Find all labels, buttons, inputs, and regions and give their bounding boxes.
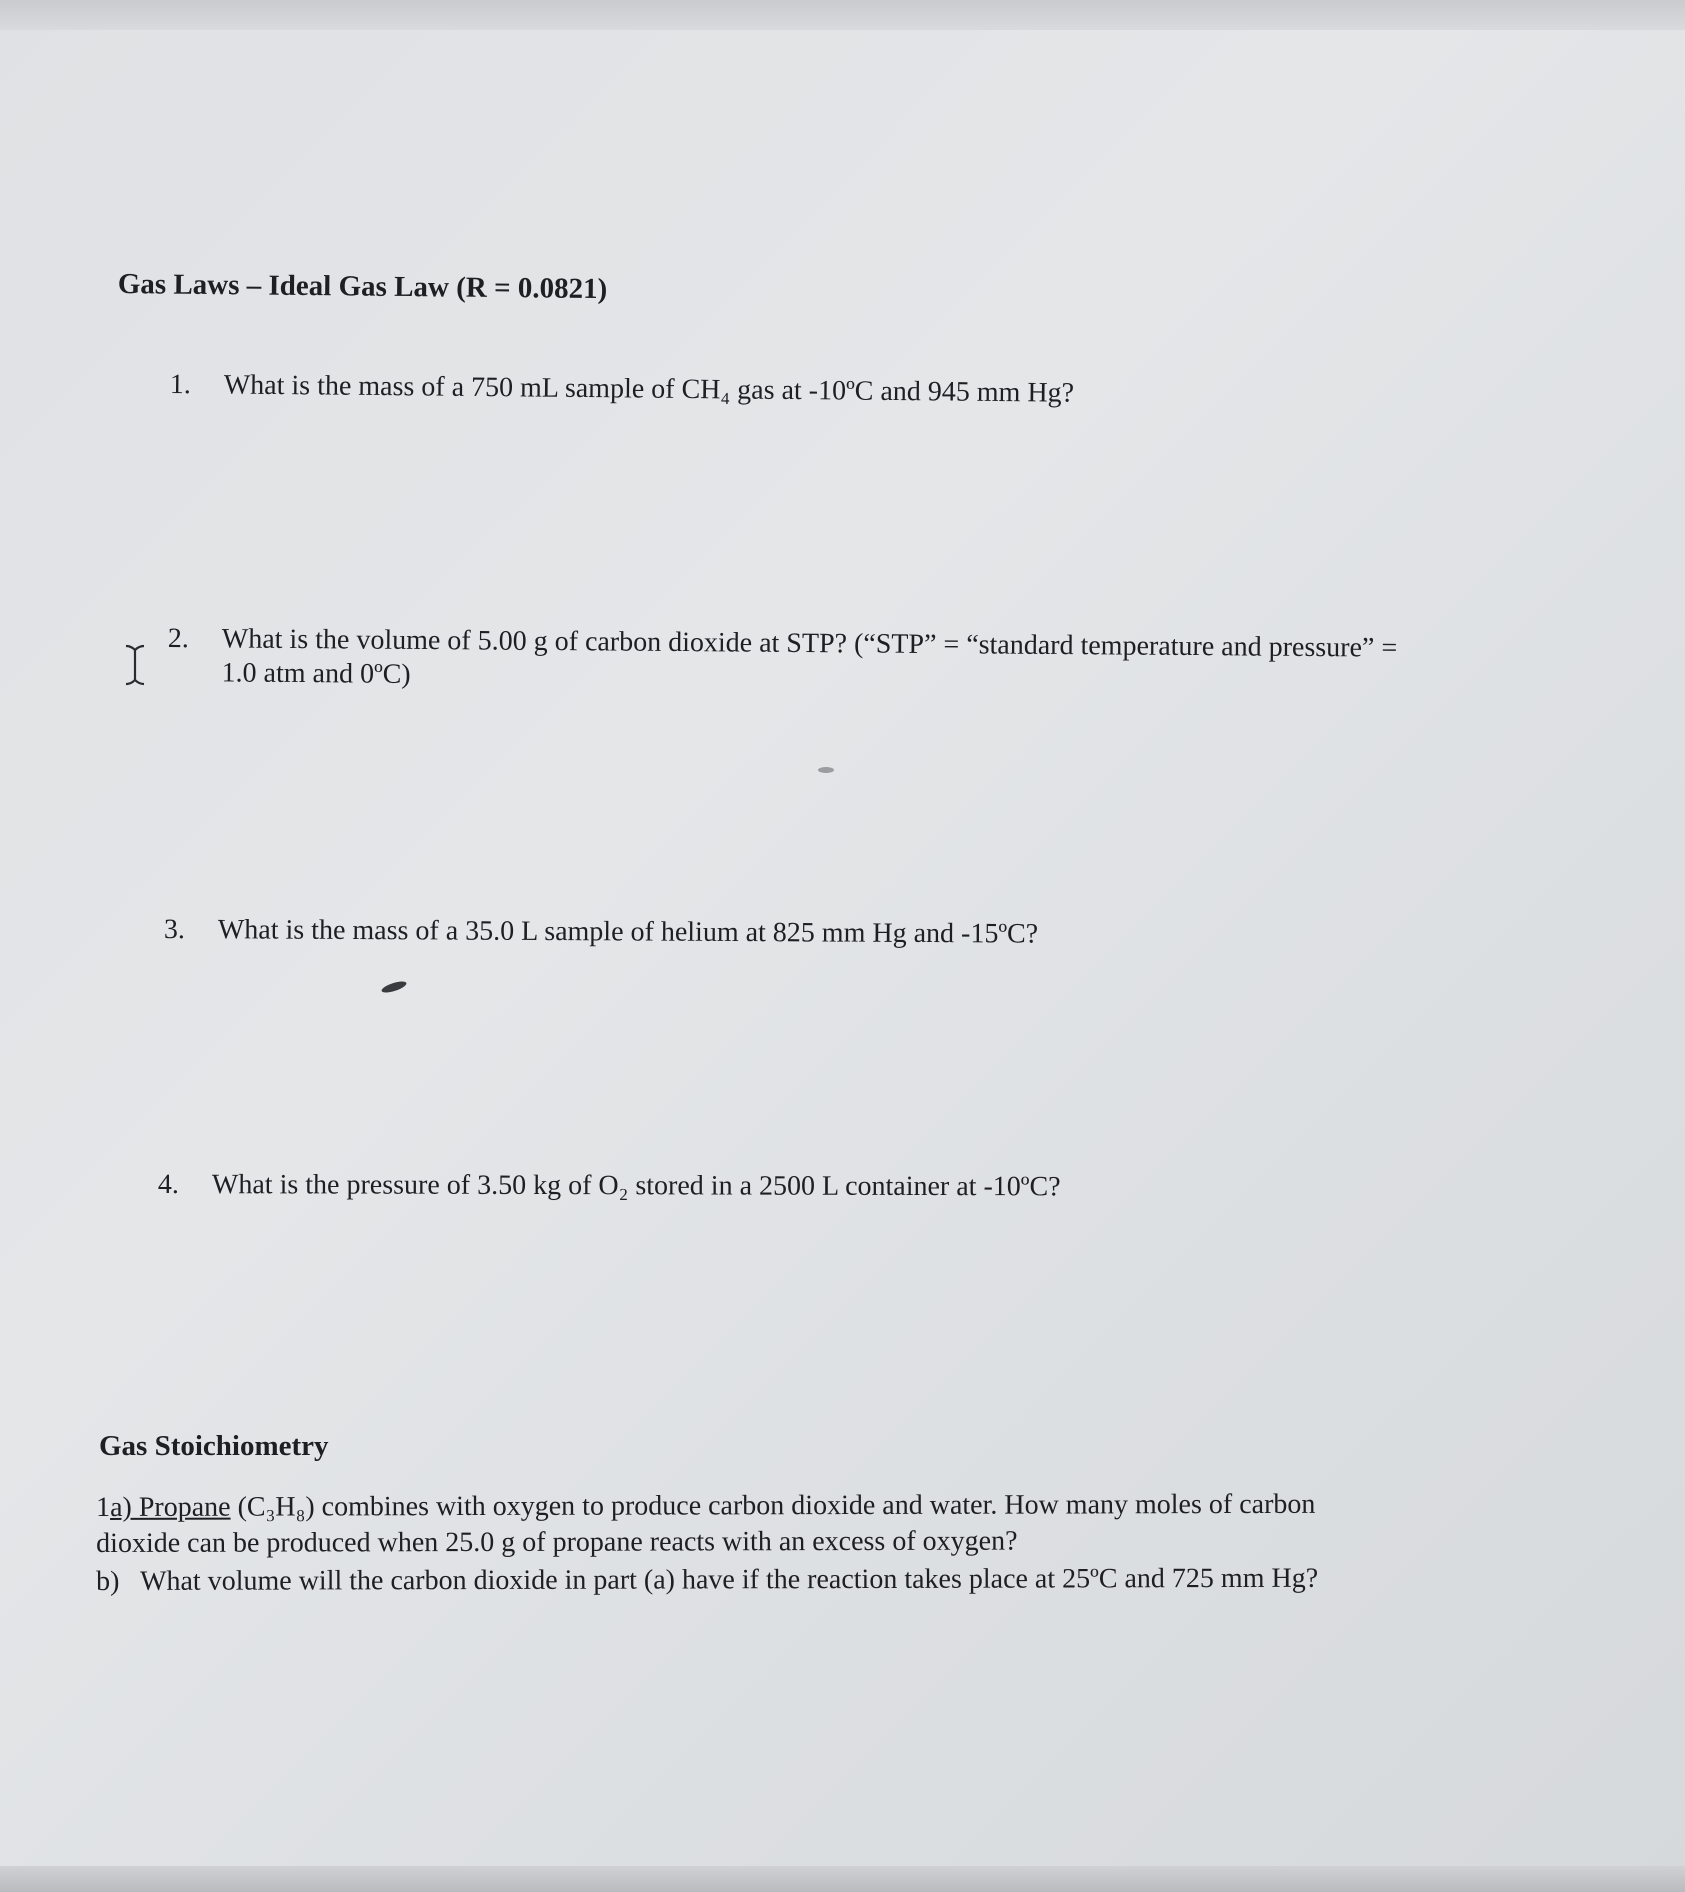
- question-3-number: 3.: [163, 914, 185, 946]
- page-title: Gas Laws – Ideal Gas Law (R = 0.0821): [117, 268, 608, 306]
- part-a-label: a) Propane: [110, 1491, 231, 1523]
- question-1: [170, 368, 1075, 411]
- part-b-label: b): [96, 1565, 120, 1597]
- section-title-gas-stoichiometry: Gas Stoichiometry: [99, 1430, 329, 1462]
- question-2: [167, 622, 1397, 700]
- question-3: [164, 913, 1038, 952]
- stoichiometry-part-a: [96, 1487, 1316, 1562]
- paper-mark-2: [818, 767, 834, 773]
- question-2-text-line-1: What is the volume of 5.00 g of carbon dioxide at STP? (“STP” = “standard temperature and pressure” =: [221, 623, 1398, 664]
- question-4-text: What is the pressure of 3.50 kg of O₂ stored in a 2500 L container at -10ºC?: [211, 1169, 1061, 1203]
- part-a-prefix: 1: [96, 1491, 111, 1523]
- stoichiometry-part-b: [96, 1561, 1318, 1600]
- screen-bottom-edge: [0, 1866, 1685, 1892]
- question-1-text: What is the mass of a 750 mL sample of CH₄ gas at -10ºC and 945 mm Hg?: [223, 369, 1075, 409]
- question-2-number: 2.: [167, 622, 189, 655]
- question-3-text: What is the mass of a 35.0 L sample of helium at 825 mm Hg and -15ºC?: [217, 914, 1039, 950]
- screen-top-edge: [0, 0, 1685, 30]
- part-b-text: What volume will the carbon dioxide in part (a) have if the reaction takes place at 25ºC and 725 mm Hg?: [140, 1562, 1319, 1597]
- paper-mark-1: [380, 979, 407, 995]
- question-2-text-line-2: 1.0 atm and 0ºC): [221, 657, 411, 690]
- question-4: [158, 1168, 1061, 1204]
- question-4-number: 4.: [157, 1169, 179, 1201]
- part-a-text-line-1: (C₃H₈) combines with oxygen to produce carbon dioxide and water. How many moles of carbon: [230, 1488, 1316, 1523]
- question-1-number: 1.: [169, 368, 191, 401]
- text-cursor-icon: [122, 643, 148, 687]
- part-a-text-line-2: dioxide can be produced when 25.0 g of propane reacts with an excess of oxygen?: [96, 1525, 1018, 1559]
